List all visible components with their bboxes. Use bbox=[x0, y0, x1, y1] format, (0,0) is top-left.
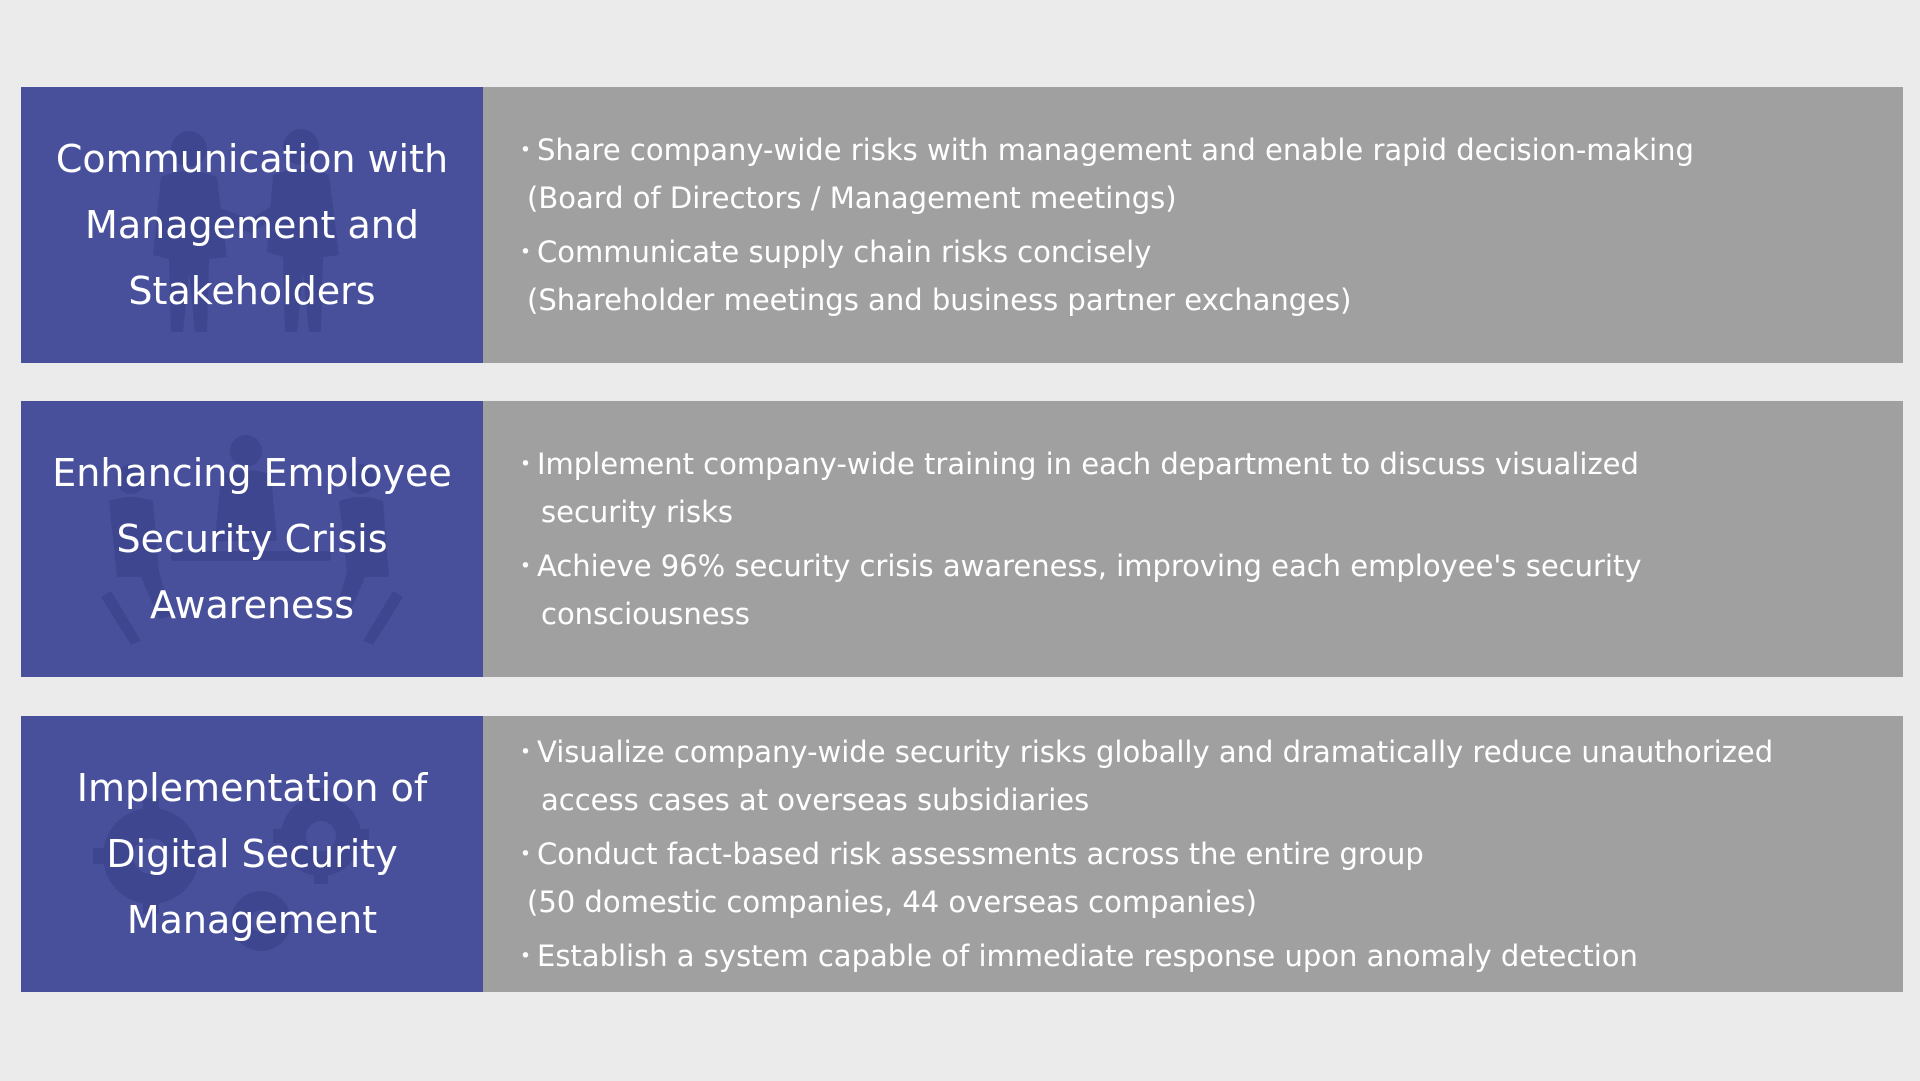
bullet-subtext: (50 domestic companies, 44 overseas companies) bbox=[527, 885, 1257, 919]
bullet-text: ・ Implement company-wide training in each department to discuss visualized bbox=[511, 440, 1883, 488]
bullet-item bbox=[511, 932, 1883, 980]
section-content bbox=[483, 716, 1903, 992]
bullet-subtext: access cases at overseas subsidiaries bbox=[541, 783, 1090, 817]
bullet-subtext: consciousness bbox=[541, 597, 750, 631]
bullet-item bbox=[511, 830, 1883, 926]
section-heading-box bbox=[21, 401, 483, 677]
bullet-item bbox=[511, 440, 1883, 536]
section-heading: Communication with Management and Stakeholders bbox=[55, 137, 449, 313]
bullet-subtext: (Board of Directors / Management meetings) bbox=[527, 181, 1177, 215]
section-heading-box bbox=[21, 87, 483, 363]
bullet-item bbox=[511, 728, 1883, 824]
bullet-item bbox=[511, 542, 1883, 638]
bullet-subtext: security risks bbox=[541, 495, 733, 529]
bullet-text: ・ Communicate supply chain risks concisely bbox=[511, 228, 1883, 276]
section-heading-box bbox=[21, 716, 483, 992]
bullet-text: ・ Visualize company-wide security risks globally and dramatically reduce unauthorized bbox=[511, 728, 1883, 776]
bullet-item bbox=[511, 126, 1883, 222]
section-digital-security bbox=[21, 716, 1903, 992]
bullet-text: ・ Conduct fact-based risk assessments across the entire group bbox=[511, 830, 1883, 878]
section-employee-awareness bbox=[21, 401, 1903, 677]
section-content bbox=[483, 401, 1903, 677]
section-communication bbox=[21, 87, 1903, 363]
section-content bbox=[483, 87, 1903, 363]
bullet-item bbox=[511, 228, 1883, 324]
bullet-text: ・ Achieve 96% security crisis awareness, improving each employee's security bbox=[511, 542, 1883, 590]
section-heading: Implementation of Digital Security Management bbox=[76, 766, 428, 942]
bullet-subtext: (Shareholder meetings and business partner exchanges) bbox=[527, 283, 1352, 317]
bullet-text: ・ Share company-wide risks with management and enable rapid decision-making bbox=[511, 126, 1883, 174]
bullet-text: ・ Establish a system capable of immediate response upon anomaly detection bbox=[511, 932, 1883, 980]
section-heading: Enhancing Employee Security Crisis Awareness bbox=[52, 451, 452, 627]
